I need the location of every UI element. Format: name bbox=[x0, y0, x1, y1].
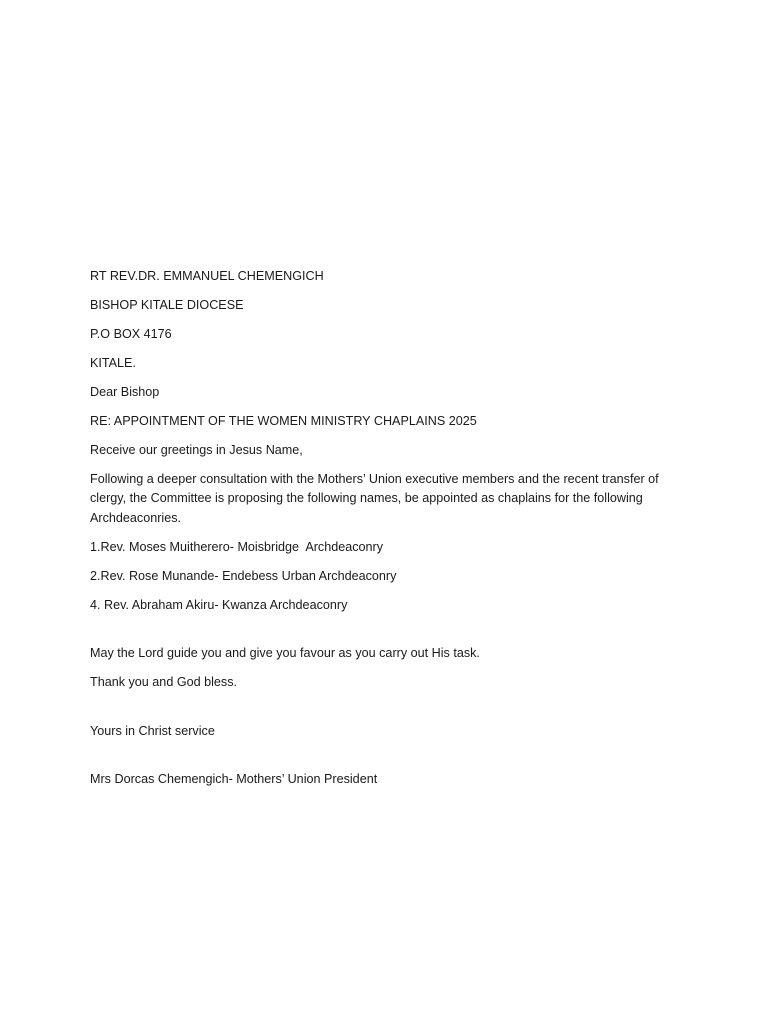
salutation: Dear Bishop bbox=[90, 385, 160, 399]
appointment-item: 4. Rev. Abraham Akiru- Kwanza Archdeaconry bbox=[90, 597, 348, 612]
closing: Yours in Christ service bbox=[90, 723, 215, 738]
greeting: Receive our greetings in Jesus Name, bbox=[90, 443, 303, 457]
recipient-town: KITALE. bbox=[90, 356, 136, 370]
recipient-name: RT REV.DR. EMMANUEL CHEMENGICH bbox=[90, 269, 324, 283]
appointment-item: 2.Rev. Rose Munande- Endebess Urban Archdeaconry bbox=[90, 568, 397, 583]
letter-body bbox=[90, 267, 690, 799]
blank-line bbox=[90, 625, 690, 644]
recipient-po-box: P.O BOX 4176 bbox=[90, 327, 172, 341]
thanks: Thank you and God bless. bbox=[90, 675, 238, 690]
subject-line: RE: APPOINTMENT OF THE WOMEN MINISTRY CHAPLAINS 2025 bbox=[90, 414, 477, 428]
signature: Mrs Dorcas Chemengich- Mothers’ Union President bbox=[90, 771, 378, 786]
body-paragraph: Following a deeper consultation with the Mothers’ Union executive members and the recent transfer of clergy, the Committee is proposing the following names, be appointed as chaplains for the following Archdeaconries. bbox=[90, 472, 659, 525]
blank-line bbox=[90, 751, 690, 770]
recipient-title: BISHOP KITALE DIOCESE bbox=[90, 298, 244, 312]
blessing: May the Lord guide you and give you favour as you carry out His task. bbox=[90, 646, 480, 661]
appointment-item: 1.Rev. Moses Muitherero- Moisbridge Archdeaconry bbox=[90, 539, 384, 554]
blank-line bbox=[90, 702, 690, 721]
